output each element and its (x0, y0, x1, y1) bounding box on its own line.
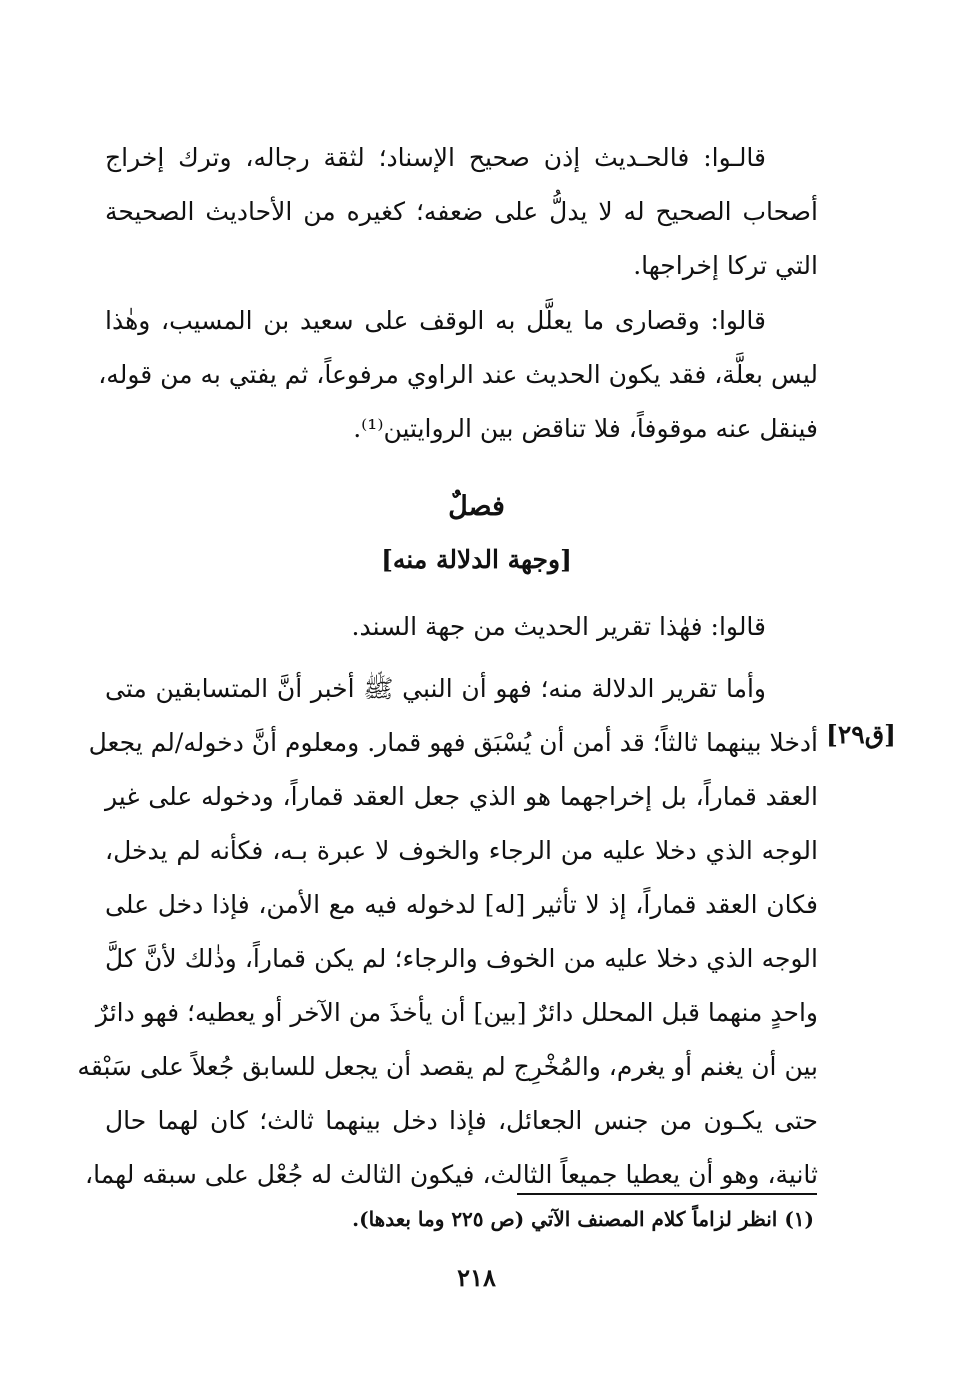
paragraph-line: العقد قماراً، بل إخراجهما هو الذي جعل العقد قماراً، ودخوله على غير (105, 782, 818, 811)
paragraph-line: التي تركا إخراجها. (633, 251, 818, 280)
paragraph-line: بين أن يغنم أو يغرم، والمُخْرِج لم يقصد أن يجعل للسابق جُعلاً على سَبْقه (77, 1052, 818, 1081)
paragraph-line: ليس بعلَّة، فقد يكون الحديث عند الراوي مرفوعاً، ثم يفتي به من قوله، (98, 360, 818, 389)
paragraph-line: أدخلا بينهما ثالثاً؛ قد أمن أن يُسْبَق فهو قمار. ومعلوم أنَّ دخوله/لم يجعل (88, 728, 818, 757)
paragraph-1 (105, 131, 818, 293)
paragraph-line: قالوا: فهٰذا تقرير الحديث من جهة السند. (351, 612, 766, 641)
paragraph-line: قالوا: وقصارى ما يعلَّل به الوقف على سعيد بن المسيب، وهٰذا (105, 306, 766, 335)
paragraph-line: ثانية، وهو أن يعطيا جميعاً الثالث، فيكون الثالث له جُعْل على سبقه لهما، (85, 1160, 818, 1189)
paragraph-line: أصحاب الصحيح له لا يدلُّ على ضعفه؛ كغيره من الأحاديث الصحيحة (105, 197, 818, 226)
paragraph-line: الوجه الذي دخلا عليه من الخوف والرجاء؛ لم يكن قماراً، وذٰلك لأنَّ كلَّ (105, 944, 818, 973)
paragraph-line: حتى يكـون من جنس الجعائل، فإذا دخل بينهما ثالث؛ كان لهما حال (105, 1106, 818, 1135)
paragraph-2 (98, 294, 818, 456)
paragraph-line: الوجه الذي دخلا عليه من الرجاء والخوف لا عبرة بـه، فكأنه لم يدخل، (105, 836, 818, 865)
paragraph-line: وأما تقرير الدلالة منه؛ فهو أن النبي ﷺ أخبر أنَّ المتسابقين متى (105, 674, 766, 703)
manuscript-margin-note: [ق٢٩] (826, 720, 896, 749)
footnote-divider (517, 1193, 817, 1195)
paragraph-3 (105, 600, 818, 654)
paragraph-line: فينقل عنه موقوفاً، فلا تناقض بين الروايتين⁽¹⁾. (353, 414, 818, 443)
paragraph-line: فكان العقد قماراً، إذ لا تأثير [له] لدخوله فيه مع الأمن، فإذا دخل على (105, 890, 818, 919)
page-number: ٢١٨ (457, 1263, 496, 1292)
section-title: فصلٌ (448, 491, 505, 522)
paragraph-line: قالـوا: فالحـديث إذن صحيح الإسناد؛ لثقة رجاله، وترك إخراج (105, 143, 766, 172)
section-subtitle: [وجهة الدلالة منه] (381, 545, 572, 574)
paragraph-4 (77, 662, 818, 1202)
footnote: (١) انظر لزاماً كلام المصنف الآتي (ص ٢٢٥ وما بعدها). (352, 1207, 814, 1231)
paragraph-line: واحدٍ منهما قبل المحلل دائرٌ [بين] أن يأخذَ من الآخر أو يعطيه؛ فهو دائرٌ (95, 998, 818, 1027)
